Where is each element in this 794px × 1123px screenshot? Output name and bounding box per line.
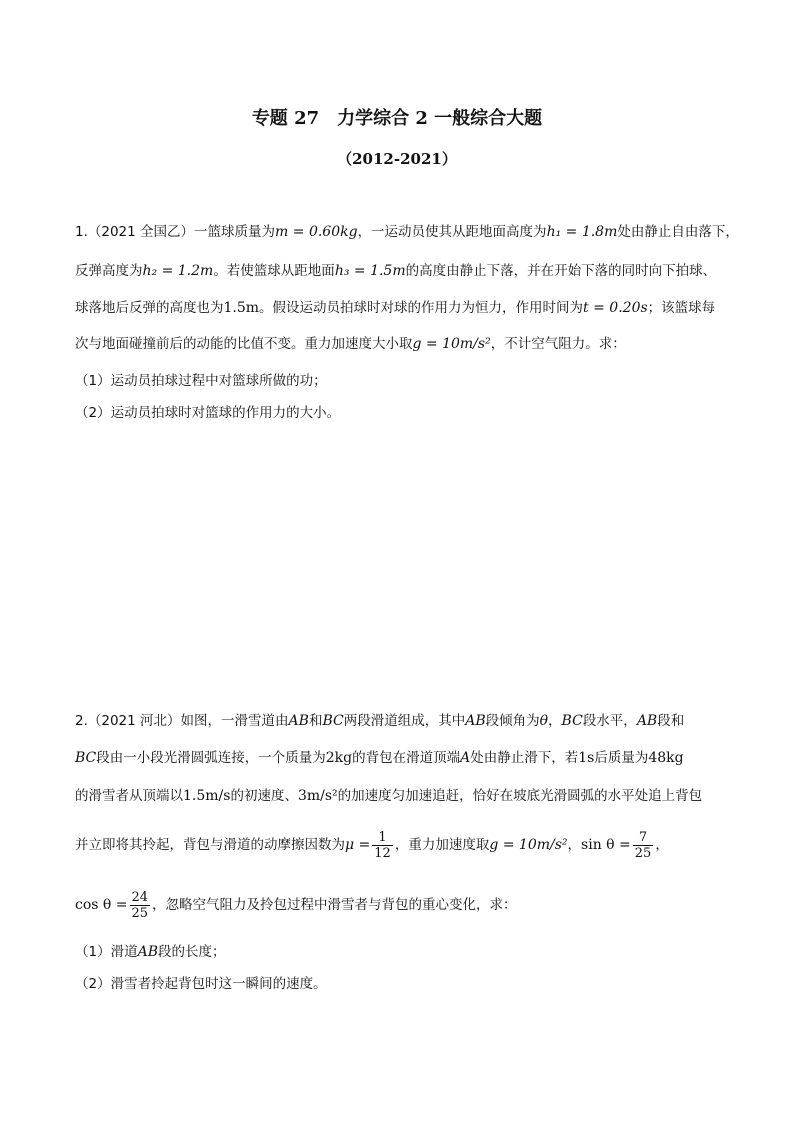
q1-text: 球落地后反弹的高度也为 [75, 300, 224, 316]
q2-text: 后质量为 [594, 750, 649, 766]
q1-text: 反弹高度为 [75, 263, 143, 279]
fraction-denominator: 12 [374, 845, 391, 861]
q2-text: ，重力加速度取 [394, 837, 490, 853]
q1-mass: m = 0.60kg [275, 224, 358, 240]
page-title: 专题 27 力学综合 2 一般综合大题 [251, 108, 543, 129]
q1-value: 1.5m [223, 300, 260, 316]
q2-segment-ab: AB [137, 944, 158, 960]
fraction-denominator: 25 [634, 845, 652, 861]
q2-text: 的初速度、 [230, 788, 298, 804]
q2-text: 处由静止滑下，若 [470, 750, 579, 766]
q1-text: ，不计空气阻力。求： [490, 336, 626, 352]
q2-acceleration: 3m/s² [297, 788, 338, 804]
q2-text: ， [655, 837, 669, 853]
q2-text: ，忽略空气阻力及拎包过程中滑雪者与背包的重心变化，求： [152, 897, 517, 913]
q2-gravity: g = 10m/s² [489, 837, 568, 853]
q1-line-4 [75, 333, 725, 355]
q2-segment-ab: AB [465, 713, 486, 729]
fraction-numerator: 1 [372, 830, 393, 846]
q2-segment-bc: BC [561, 713, 583, 729]
q2-text: 段的长度； [158, 944, 226, 960]
q2-skier-mass: 48kg [648, 750, 684, 766]
q2-theta: θ [539, 713, 549, 729]
q2-sin-symbol: sin θ = [581, 837, 631, 853]
q1-time: t = 0.20s [583, 300, 648, 316]
q2-pack-mass: 2kg [325, 750, 353, 766]
q1-text: 。假设运动员拍球时对球的作用力为恒力，作用时间为 [259, 300, 584, 316]
q1-text: ，一运动员使其从距地面高度为 [357, 224, 547, 240]
q1-text: 1.（2021 全国乙）一篮球质量为 [75, 224, 276, 240]
q2-text: ， [548, 713, 562, 729]
q2-line-4 [75, 828, 725, 862]
fraction-numerator: 24 [131, 889, 149, 905]
q2-text: 段倾角为 [485, 713, 540, 729]
q2-point-a: A [460, 750, 471, 766]
q2-text: 2.（2021 河北）如图，一滑雪道由 [75, 713, 289, 729]
q2-text: 段和 [657, 713, 685, 729]
q2-line-2 [75, 747, 725, 769]
q2-line-1 [75, 710, 725, 732]
q2-cos-fraction [130, 890, 151, 921]
q2-subquestion-1 [75, 941, 725, 963]
q1-line-3 [75, 297, 725, 319]
q2-text: 并立即将其拎起，背包与滑道的动摩擦因数为 [75, 837, 345, 853]
q2-friction-fraction [372, 830, 393, 861]
q2-sin-fraction [633, 830, 654, 861]
fraction-denominator: 25 [131, 905, 149, 921]
q1-text: 处由静止自由落下， [617, 224, 739, 240]
fraction-numerator: 7 [633, 830, 654, 846]
q1-subquestion-1: （1）运动员拍球过程中对篮球所做的功； [75, 373, 327, 389]
q2-initial-speed: 1.5m/s [183, 788, 231, 804]
q2-text: 和 [308, 713, 323, 729]
q2-text: 段由一小段光滑圆弧连接，一个质量为 [96, 750, 326, 766]
q2-line-5 [75, 888, 725, 922]
q1-line-1 [75, 221, 739, 243]
q2-text: ， [567, 837, 582, 853]
q2-text: 的背包在滑道顶端 [352, 750, 461, 766]
q1-text: 。若使篮球从距地面 [213, 263, 335, 279]
q2-text: 的加速度匀加速追赶，恰好在坡底光滑圆弧的水平处追上背包 [337, 788, 703, 804]
q1-line-2 [75, 260, 725, 282]
q1-height-h3: h₃ = 1.5m [334, 263, 406, 279]
q1-height-h1: h₁ = 1.8m [546, 224, 618, 240]
q1-subquestion-2: （2）运动员拍球时对篮球的作用力的大小。 [75, 405, 341, 421]
q2-text: 段水平， [582, 713, 637, 729]
q2-segment-bc: BC [75, 750, 97, 766]
q1-text: 次与地面碰撞前后的动能的比值不变。重力加速度大小取 [75, 336, 413, 352]
q1-gravity: g = 10m/s² [412, 336, 491, 352]
q2-segment-bc: BC [322, 713, 344, 729]
q1-height-h2: h₂ = 1.2m [142, 263, 214, 279]
q2-text: 两段滑道组成，其中 [343, 713, 466, 729]
q2-text: （1）滑道 [75, 944, 138, 960]
q2-friction-symbol: μ = [345, 837, 371, 853]
q2-text: 的滑雪者从顶端以 [75, 788, 183, 804]
q2-segment-ab: AB [636, 713, 658, 729]
q2-segment-ab: AB [288, 713, 309, 729]
q2-delay: 1s [578, 750, 595, 766]
q1-text: ；该篮球每 [647, 300, 716, 316]
q2-cos-symbol: cos θ = [75, 897, 128, 913]
q2-subquestion-2: （2）滑雪者拎起背包时这一瞬间的速度。 [75, 976, 327, 992]
page-subtitle: （2012-2021） [337, 150, 457, 168]
q2-line-3 [75, 785, 725, 807]
q1-text: 的高度由静止下落，并在开始下落的同时向下拍球、 [405, 263, 717, 279]
